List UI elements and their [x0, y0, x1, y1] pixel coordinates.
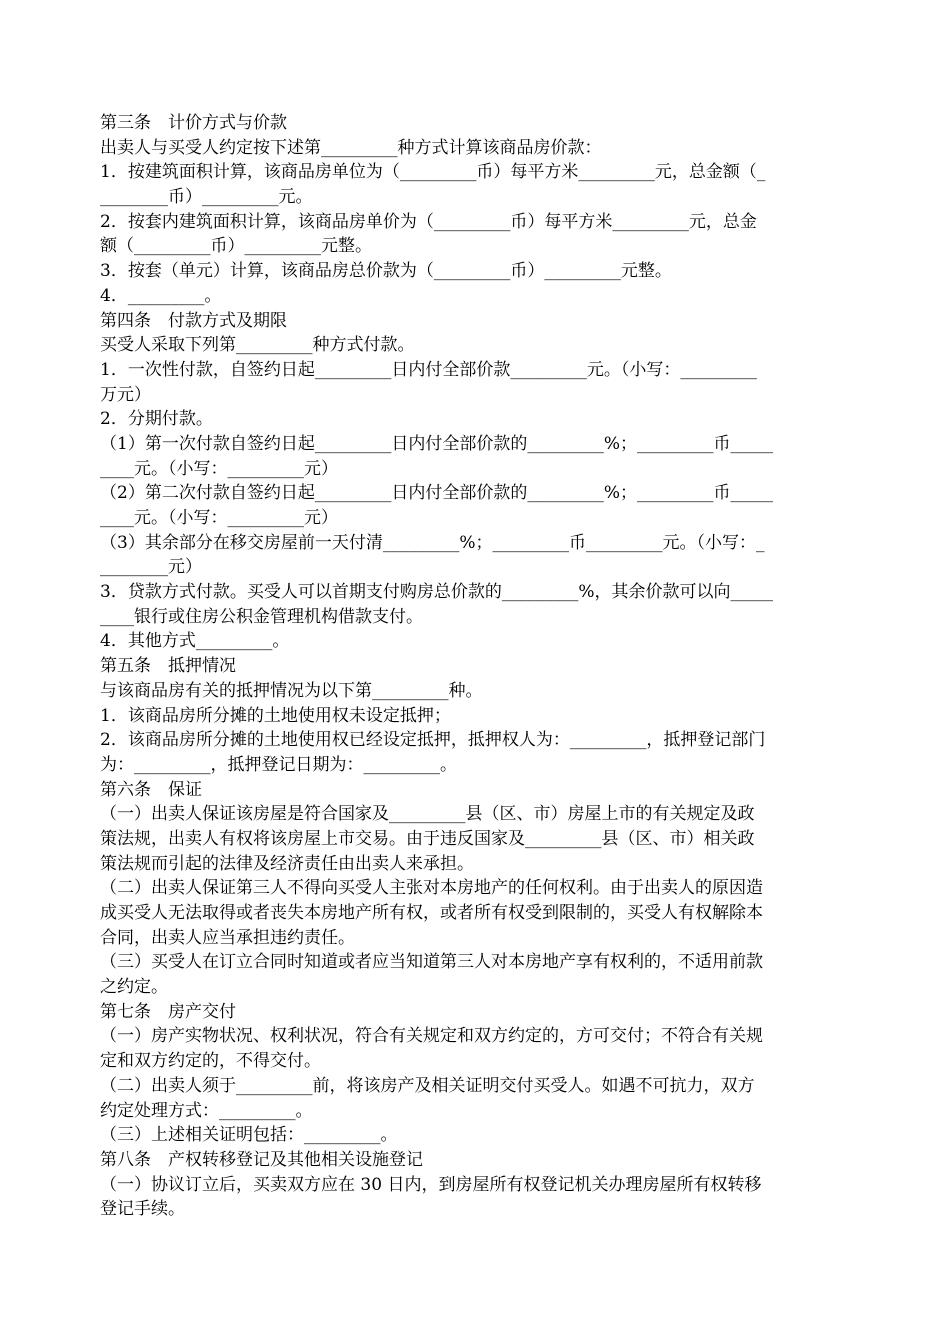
paragraph-line: 1．按建筑面积计算，该商品房单位为（_________币）每平方米_________元，总金额（_	[100, 162, 766, 183]
paragraph-line: ________币）_________元。	[100, 187, 313, 208]
section-heading: 第七条 房产交付	[100, 1001, 236, 1022]
section-heading: 第六条 保证	[100, 779, 202, 800]
paragraph-line: 为：_________，抵押登记日期为：_________。	[100, 754, 457, 775]
paragraph-line: 额（_________币）_________元整。	[100, 236, 372, 257]
paragraph-line: （3）其余部分在移交房屋前一天付清_________%；_________币_________元。（小写：_	[100, 532, 765, 553]
paragraph-line: （二）出卖人须于_________前，将该房产及相关证明交付买受人。如遇不可抗力，双方	[100, 1075, 755, 1096]
paragraph-line: ________元）	[100, 557, 202, 578]
paragraph-line: 策法规，出卖人有权将该房屋上市交易。由于违反国家及_________县（区、市）相关政	[100, 828, 755, 849]
paragraph-line: 2．按套内建筑面积计算，该商品房单价为（_________币）每平方米_________元，总金	[100, 211, 757, 232]
paragraph-line: 约定处理方式：_________。	[100, 1100, 313, 1121]
paragraph-line: （三）上述相关证明包括：_________。	[100, 1125, 398, 1146]
paragraph-line: 策法规而引起的法律及经济责任由出卖人来承担。	[100, 853, 474, 874]
section-heading: 第三条 计价方式与价款	[100, 113, 287, 133]
paragraph-line: 2．该商品房所分摊的土地使用权已经设定抵押，抵押权人为：_________，抵押登记部门	[100, 730, 766, 751]
paragraph-line: 4．其他方式_________。	[100, 631, 290, 652]
paragraph-line: ____元。（小写：_________元）	[100, 508, 338, 528]
paragraph-line: （三）买受人在订立合同时知道或者应当知道第三人对本房地产享有权利的，不适用前款	[100, 952, 763, 973]
paragraph-line: （1）第一次付款自签约日起_________日内付全部价款的_________%；_________币_____	[100, 433, 773, 454]
paragraph-line: 4．_________。	[100, 285, 222, 306]
section-heading: 第四条 付款方式及期限	[100, 310, 287, 331]
paragraph-line: （一）协议订立后，买卖双方应在 30 日内，到房屋所有权登记机关办理房屋所有权转移	[100, 1174, 762, 1195]
paragraph-line: 之约定。	[100, 977, 168, 998]
paragraph-line: 3．贷款方式付款。买受人可以首期支付购房总价款的_________%，其余价款可以向_____	[100, 582, 773, 603]
paragraph-line: 合同，出卖人应当承担违约责任。	[100, 927, 355, 948]
paragraph-line: （2）第二次付款自签约日起_________日内付全部价款的_________%；_________币_____	[100, 483, 773, 504]
paragraph-line: 万元）	[100, 384, 151, 405]
paragraph-line: 出卖人与买受人约定按下述第_________种方式计算该商品房价款：	[100, 137, 602, 158]
contract-page	[100, 111, 852, 1222]
section-heading: 第八条 产权转移登记及其他相关设施登记	[100, 1149, 423, 1170]
paragraph-line: 2．分期付款。	[100, 409, 213, 430]
paragraph-line: 买受人采取下列第_________种方式付款。	[100, 335, 415, 356]
paragraph-line: ____银行或住房公积金管理机构借款支付。	[100, 606, 423, 627]
paragraph-line: 与该商品房有关的抵押情况为以下第_________种。	[100, 680, 483, 701]
section-heading: 第五条 抵押情况	[100, 656, 236, 677]
paragraph-line: （二）出卖人保证第三人不得向买受人主张对本房地产的任何权利。由于出卖人的原因造	[100, 878, 763, 899]
paragraph-line: （一）出卖人保证该房屋是符合国家及_________县（区、市）房屋上市的有关规定及政	[100, 804, 755, 825]
paragraph-line: 定和双方约定的，不得交付。	[100, 1051, 321, 1072]
paragraph-line: 1．一次性付款，自签约日起_________日内付全部价款_________元。（小写：_________	[100, 359, 757, 380]
paragraph-line: ____元。（小写：_________元）	[100, 458, 338, 479]
paragraph-line: 3．按套（单元）计算，该商品房总价款为（_________币）_________元整。	[100, 261, 672, 282]
paragraph-line: 登记手续。	[100, 1199, 185, 1220]
paragraph-line: 成买受人无法取得或者丧失本房地产所有权，或者所有权受到限制的，买受人有权解除本	[100, 903, 763, 923]
paragraph-line: （一）房产实物状况、权利状况，符合有关规定和双方约定的，方可交付；不符合有关规	[100, 1026, 763, 1047]
paragraph-line: 1．该商品房所分摊的土地使用权未设定抵押；	[100, 705, 451, 726]
